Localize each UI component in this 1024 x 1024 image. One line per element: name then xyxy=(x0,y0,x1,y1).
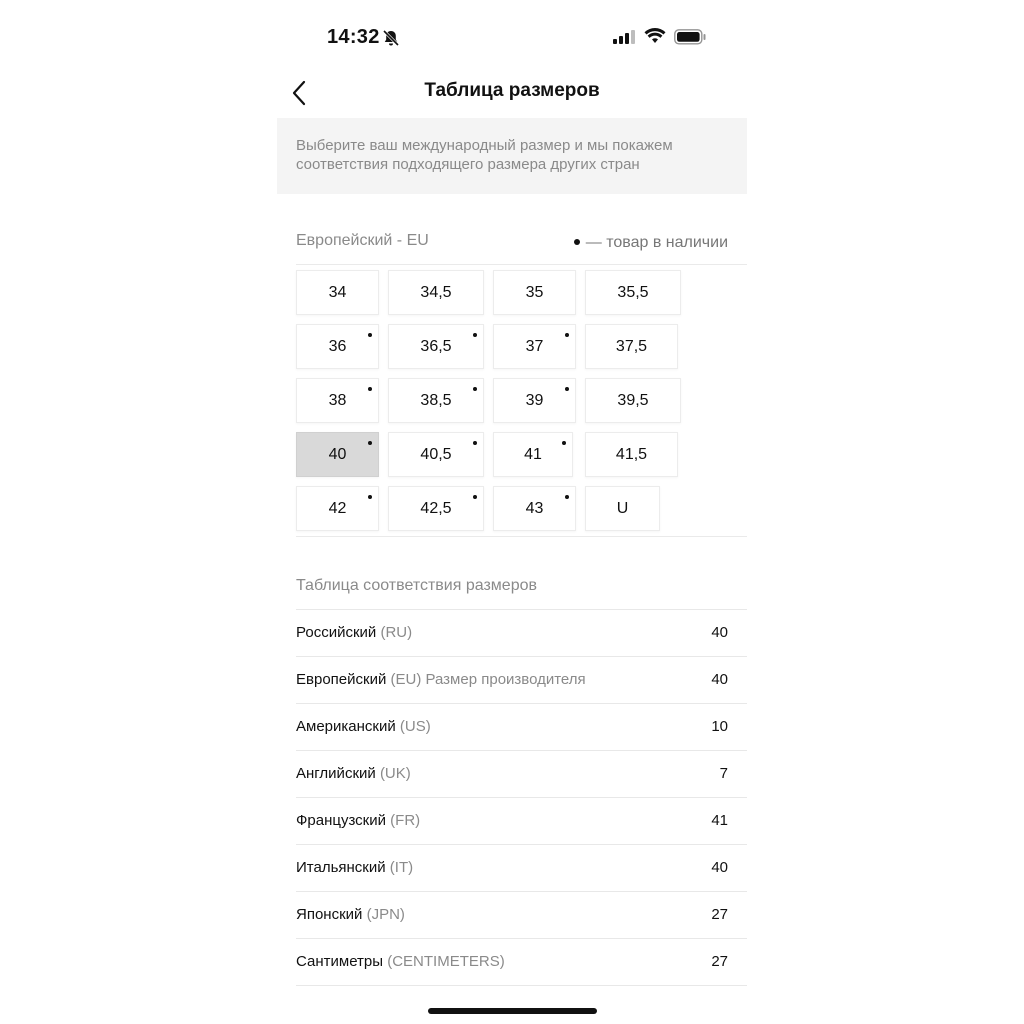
region-code: (FR) xyxy=(390,812,421,829)
info-text: Выберите ваш международный размер и мы покажем соответствия подходящего размера других стран xyxy=(296,137,673,173)
region-label: Английский xyxy=(296,765,376,782)
home-indicator xyxy=(428,1008,597,1014)
size-option[interactable] xyxy=(493,324,576,369)
size-label: 40 xyxy=(328,446,347,463)
size-label: 37,5 xyxy=(615,338,648,355)
size-label: 36 xyxy=(328,338,347,355)
conversion-row xyxy=(296,703,747,750)
region-label: Итальянский xyxy=(296,859,386,876)
region-label: Французский xyxy=(296,812,386,829)
availability-dot-icon xyxy=(565,387,569,391)
size-label: 34,5 xyxy=(420,284,452,301)
size-label: 38 xyxy=(328,392,347,409)
size-label: 34 xyxy=(328,284,347,301)
availability-dot-icon xyxy=(368,387,372,391)
region-name xyxy=(296,671,586,688)
size-option[interactable] xyxy=(296,486,379,531)
size-option[interactable] xyxy=(388,432,484,477)
divider xyxy=(296,536,747,537)
size-label: U xyxy=(616,500,629,517)
signal-icon xyxy=(613,30,635,49)
page-title: Таблица размеров xyxy=(424,80,600,101)
region-code: (US) xyxy=(399,718,431,735)
region-label: Европейский xyxy=(296,671,387,688)
availability-dot-icon xyxy=(473,387,477,391)
size-label: 39 xyxy=(525,392,544,409)
size-option[interactable] xyxy=(493,432,573,477)
conversion-row xyxy=(296,891,747,938)
size-value: 41 xyxy=(711,812,728,829)
region-name xyxy=(296,765,411,782)
size-value: 40 xyxy=(711,671,728,688)
info-box xyxy=(277,118,747,194)
size-option[interactable] xyxy=(493,486,576,531)
size-value: 7 xyxy=(719,765,728,782)
region-code: (UK) xyxy=(379,765,411,782)
size-value: 10 xyxy=(711,718,728,735)
availability-dot-icon xyxy=(473,441,477,445)
size-option[interactable] xyxy=(585,486,660,531)
availability-dot-icon xyxy=(368,495,372,499)
size-label: 42,5 xyxy=(420,500,452,517)
conversion-table xyxy=(296,609,747,986)
size-label: 40,5 xyxy=(420,446,452,463)
size-label: 37 xyxy=(525,338,544,355)
size-label: 35 xyxy=(525,284,544,301)
conversion-row xyxy=(296,938,747,986)
size-option[interactable] xyxy=(585,432,678,477)
nav-bar xyxy=(276,76,748,112)
size-value: 27 xyxy=(711,953,728,970)
size-option[interactable] xyxy=(493,378,576,423)
region-name xyxy=(296,718,431,735)
region-name xyxy=(296,906,405,923)
conversion-row xyxy=(296,609,747,656)
region-label: Сантиметры xyxy=(296,953,384,970)
region-code: (CENTIMETERS) xyxy=(387,953,505,970)
region-label: Американский xyxy=(296,718,396,735)
stock-legend xyxy=(574,234,728,252)
conversion-row xyxy=(296,750,747,797)
eu-section-header xyxy=(296,232,747,265)
region-label: Российский xyxy=(296,624,377,641)
conversion-row xyxy=(296,844,747,891)
conversion-row xyxy=(296,656,747,703)
size-label: 41 xyxy=(524,446,542,463)
size-option[interactable] xyxy=(585,270,681,315)
region-label: Японский xyxy=(296,906,363,923)
size-option[interactable] xyxy=(388,378,484,423)
size-label: 38,5 xyxy=(420,392,452,409)
wifi-icon xyxy=(644,28,666,49)
eu-label: Европейский - EU xyxy=(296,232,429,249)
size-value: 40 xyxy=(711,859,728,876)
availability-dot-icon xyxy=(368,441,372,445)
bell-muted-icon xyxy=(382,29,400,52)
region-code: (JPN) xyxy=(366,906,405,923)
region-name xyxy=(296,859,413,876)
status-bar xyxy=(0,0,1024,76)
region-code: (IT) xyxy=(389,859,414,876)
size-value: 40 xyxy=(711,624,728,641)
size-option[interactable] xyxy=(296,324,379,369)
size-option[interactable] xyxy=(296,378,379,423)
size-option[interactable] xyxy=(585,324,678,369)
region-name xyxy=(296,953,505,970)
size-label: 41,5 xyxy=(615,446,648,463)
size-option[interactable] xyxy=(296,432,379,477)
size-option[interactable] xyxy=(388,270,484,315)
availability-dot-icon xyxy=(473,495,477,499)
size-option[interactable] xyxy=(585,378,681,423)
size-value: 27 xyxy=(711,906,728,923)
availability-dot-icon xyxy=(565,495,569,499)
availability-dot-icon xyxy=(562,441,566,445)
region-name xyxy=(296,812,420,829)
size-option[interactable] xyxy=(388,486,484,531)
size-label: 35,5 xyxy=(617,284,649,301)
battery-icon xyxy=(674,29,706,50)
size-option[interactable] xyxy=(388,324,484,369)
availability-dot-icon xyxy=(565,333,569,337)
region-code: (EU) xyxy=(390,671,422,688)
status-time: 14:32 xyxy=(327,26,380,48)
size-label: 36,5 xyxy=(420,338,452,355)
size-option[interactable] xyxy=(493,270,576,315)
manufacturer-size-note: Размер производителя xyxy=(425,671,586,688)
size-label: 39,5 xyxy=(617,392,649,409)
conversion-row xyxy=(296,797,747,844)
availability-dot-icon xyxy=(574,239,580,245)
availability-dot-icon xyxy=(368,333,372,337)
conversion-title: Таблица соответствия размеров xyxy=(296,577,537,594)
size-label: 42 xyxy=(328,500,347,517)
availability-dot-icon xyxy=(473,333,477,337)
size-option[interactable] xyxy=(296,270,379,315)
stock-legend-text: — товар в наличии xyxy=(585,234,728,251)
size-label: 43 xyxy=(525,500,544,517)
region-code: (RU) xyxy=(380,624,413,641)
region-name xyxy=(296,624,412,641)
